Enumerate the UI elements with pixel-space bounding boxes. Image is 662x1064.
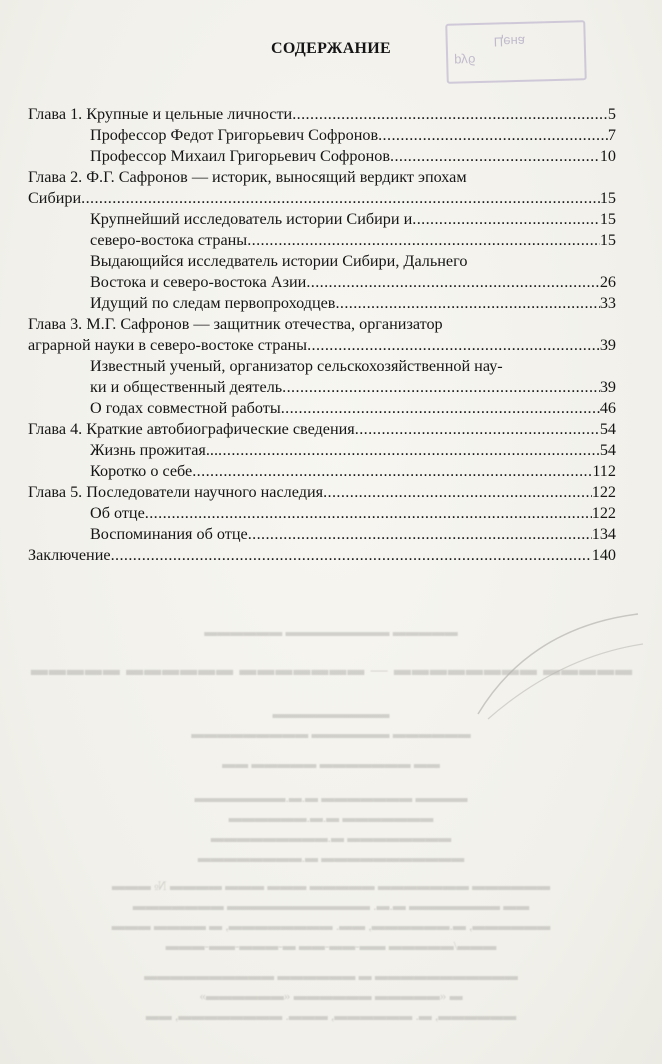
toc-entry [28,251,616,272]
toc-entry-page-number: 33 [599,294,616,312]
toc-leader-dots [282,377,600,398]
toc-entry [28,377,616,398]
toc-entry-page-number: 15 [599,189,616,207]
toc-entry-title: Глава 2. Ф.Г. Сафронов — историк, выносящий вердикт эпохам [28,168,467,186]
toc-entry-title: аграрной науки в северо-востоке страны [28,336,308,354]
page-title: СОДЕРЖАНИЕ [270,40,392,57]
toc-entry-page-number: 10 [599,147,616,165]
toc-entry-title: Идущий по следам первопроходцев [90,294,336,312]
toc-entry-page-number: 7 [607,126,616,144]
toc-entry-title: Заключение [28,546,111,564]
toc-leader-dots [281,398,600,419]
toc-entry-page-number: 15 [599,231,616,249]
toc-entry-title: Глава 3. М.Г. Сафронов — защитник отечества, организатор [28,315,443,333]
toc-leader-dots [307,335,600,356]
toc-entry-title: Об отце [90,504,145,522]
toc-entry-title: Профессор Михаил Григорьевич Софронов [90,147,391,165]
toc-entry [28,482,616,503]
toc-entry [28,524,616,545]
toc-leader-dots [81,188,600,209]
toc-entry [28,293,616,314]
toc-entry [28,503,616,524]
toc-entry-title: Жизнь прожитая... [90,441,218,459]
toc-leader-dots [443,314,616,335]
toc-entry-title: Воспоминания об отце [90,525,248,543]
toc-entry-page-number: 122 [591,504,616,522]
toc-entry [28,230,616,251]
toc-entry [28,440,616,461]
toc-entry-page-number: 39 [599,336,616,354]
toc-entry-title: Глава 5. Последователи научного наследия [28,483,324,501]
toc-entry-title: Глава 4. Краткие автобиографические сведения [28,420,355,438]
toc-entry-page-number: 122 [591,483,616,501]
toc-leader-dots [247,230,600,251]
toc-entry-title: Известный ученый, организатор сельскохозяйственной нау- [90,357,503,375]
toc-entry-page-number: 54 [599,441,616,459]
toc-entry-title: О годах совместной работы [90,399,281,417]
toc-leader-dots [323,482,592,503]
toc-entry-page-number: 39 [599,378,616,396]
toc-entry-title: ки и общественный деятель [90,378,283,396]
toc-entry [28,125,616,146]
toc-entry-page-number: 26 [599,273,616,291]
table-of-contents [28,104,616,566]
bleed-through-reverse-text: ▬▬▬▬▬ ▬▬▬▬▬▬▬▬ ▬▬▬▬▬▬ ▬▬▬▬▬ ▬▬▬▬▬▬▬▬ — ▬▬▬▬▬▬▬ ▬▬▬▬▬▬ ▬▬▬▬▬ ▬▬▬▬▬▬▬▬▬ ▬▬▬▬▬▬ ▬▬▬▬▬▬ ▬▬▬▬▬▬▬▬▬ ▬▬ ▬▬▬▬▬▬▬ ▬▬▬▬▬ ▬▬ ▬▬▬▬ ▬▬▬▬▬▬▬ ▬.▬.▬▬▬▬▬▬▬ ▬▬▬▬▬▬▬ ▬.▬.▬▬▬▬▬▬ ▬▬▬▬▬▬▬▬ ▬.▬▬▬▬▬▬▬▬▬ ▬▬▬▬▬▬▬▬▬▬▬ ▬.▬▬▬▬▬▬▬▬ ▬▬▬▬▬▬ ▬▬▬▬▬▬▬ ▬▬▬▬▬ ▬▬▬ ▬▬▬ ▬▬▬▬ № ▬▬▬ ▬▬ ▬▬▬▬▬▬▬ ▬.▬. ▬▬▬▬▬▬▬▬▬▬▬ ▬▬▬▬▬▬▬ ▬▬▬▬▬▬, ▬.▬▬▬▬▬▬, ▬▬. ▬▬▬▬▬▬▬▬, ▬ ▬▬▬▬ ▬▬▬ ▬▬▬/▬▬▬▬▬ ▬▬-▬▬-▬▬ ▬-▬▬▬-▬▬-▬▬▬ ▬▬▬▬▬▬▬▬▬▬▬ ▬ ▬▬▬▬▬▬ ▬▬▬▬▬▬▬▬▬▬ ▬ «▬▬▬▬▬ ▬▬▬▬▬▬ «▬▬▬▬▬▬» ▬▬▬▬▬▬, ▬. ▬▬▬▬▬▬, ▬▬▬. ▬▬▬▬▬▬▬▬, ▬▬ [29,624,633,1023]
stamp-price-label: Цена [493,33,526,50]
toc-entry-page-number: 46 [599,399,616,417]
toc-leader-dots [467,251,616,272]
toc-entry-title: северо-востока страны [90,231,248,249]
toc-leader-dots [218,440,600,461]
toc-entry-title: Профессор Федот Григорьевич Софронов [90,126,379,144]
toc-leader-dots [306,272,600,293]
toc-entry-title: Глава 1. Крупные и цельные личности [28,105,293,123]
toc-leader-dots [355,419,600,440]
toc-entry-title: Сибири [28,189,82,207]
toc-entry-title: Выдающийся исследватель истории Сибири, Дальнего [90,252,468,270]
stamp-currency-label: руб [454,53,476,69]
toc-entry [28,545,616,566]
toc-entry [28,419,616,440]
toc-entry [28,356,616,377]
toc-leader-dots [335,293,599,314]
toc-leader-dots [378,125,608,146]
toc-entry-page-number: 54 [599,420,616,438]
toc-entry-title: Крупнейший исследователь истории Сибири и [90,210,413,228]
toc-entry [28,461,616,482]
toc-entry-title: Востока и северо-востока Азии [90,273,307,291]
toc-leader-dots [292,104,608,125]
toc-leader-dots [192,461,592,482]
toc-entry [28,209,616,230]
toc-entry [28,314,616,335]
toc-leader-dots [503,356,616,377]
toc-entry [28,146,616,167]
toc-leader-dots [111,545,592,566]
toc-leader-dots [248,524,592,545]
toc-entry-page-number: 134 [591,525,616,543]
toc-leader-dots [412,209,600,230]
toc-entry [28,272,616,293]
toc-entry [28,335,616,356]
toc-entry [28,188,616,209]
toc-leader-dots [467,167,616,188]
toc-entry-page-number: 112 [592,462,616,480]
toc-leader-dots [390,146,600,167]
toc-entry-page-number: 140 [591,546,616,564]
toc-entry [28,167,616,188]
toc-entry-page-number: 15 [599,210,616,228]
toc-entry-page-number: 5 [607,105,616,123]
toc-entry-title: Коротко о себе [90,462,193,480]
toc-leader-dots [145,503,592,524]
toc-entry [28,398,616,419]
toc-entry [28,104,616,125]
